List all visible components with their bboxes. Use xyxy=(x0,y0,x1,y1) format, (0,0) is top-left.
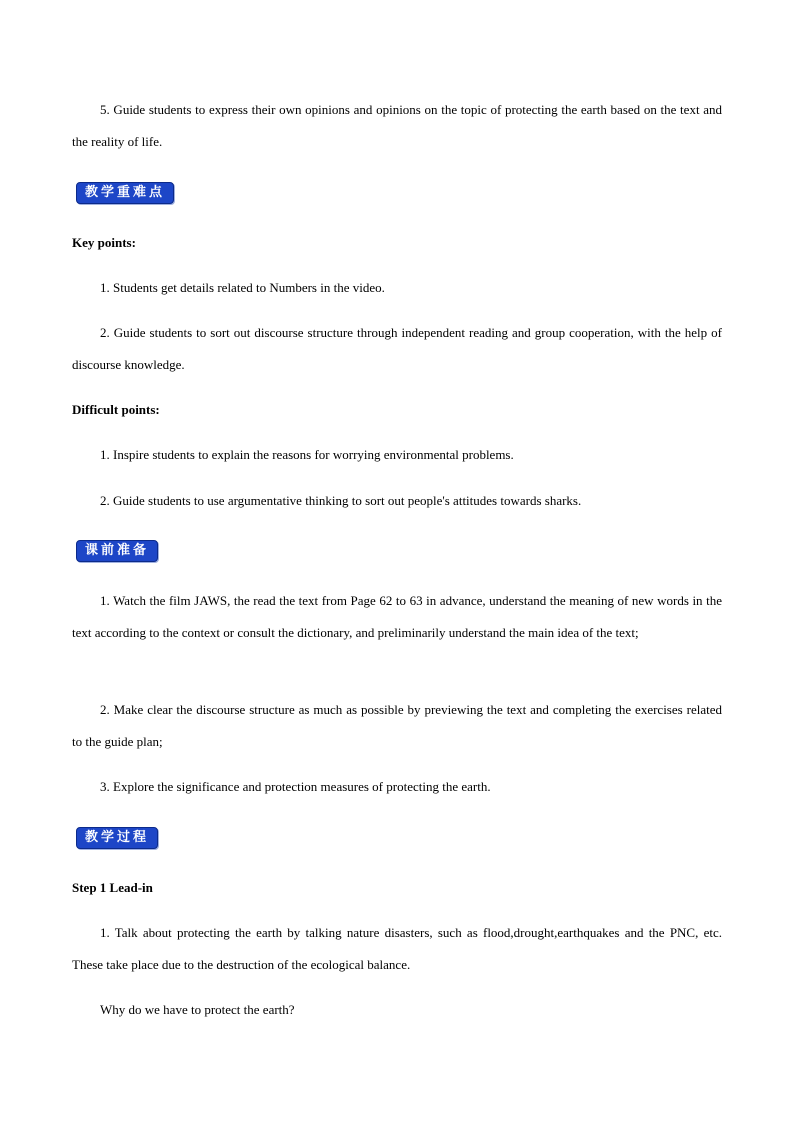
step1-item-1: 1. Talk about protecting the earth by talking nature disasters, such as flood,drought,earthquakes and the PNC, etc. These take place due to the destruction of the ecological balance. xyxy=(72,925,722,972)
difficult-points-heading: Difficult points: xyxy=(72,402,160,417)
difficult-point-item: 2. Guide students to use argumentative thinking to sort out people's attitudes towards sharks. xyxy=(100,493,582,508)
section-tag-process: 教学过程 xyxy=(76,827,158,849)
preparation-item: 3. Explore the significance and protection measures of protecting the earth. xyxy=(100,779,491,794)
section-tag-preparation: 课前准备 xyxy=(76,540,158,562)
preparation-item: 2. Make clear the discourse structure as much as possible by previewing the text and completing the exercises related to the guide plan; xyxy=(72,702,722,749)
step1-question: Why do we have to protect the earth? xyxy=(100,1002,295,1017)
objective-item-5: 5. Guide students to express their own opinions and opinions on the topic of protecting the earth based on the text and the reality of life. xyxy=(72,102,722,149)
step1-heading: Step 1 Lead-in xyxy=(72,880,153,895)
section-tag-key-difficult: 教学重难点 xyxy=(76,182,174,204)
preparation-item: 1. Watch the film JAWS, the read the text from Page 62 to 63 in advance, understand the meaning of new words in the text according to the context or consult the dictionary, and preliminarily understand the main idea of the text; xyxy=(72,593,722,640)
key-point-item: 1. Students get details related to Numbers in the video. xyxy=(100,280,385,295)
difficult-point-item: 1. Inspire students to explain the reasons for worrying environmental problems. xyxy=(100,447,514,462)
key-points-heading: Key points: xyxy=(72,235,136,250)
key-point-item: 2. Guide students to sort out discourse structure through independent reading and group cooperation, with the help of discourse knowledge. xyxy=(72,325,722,372)
